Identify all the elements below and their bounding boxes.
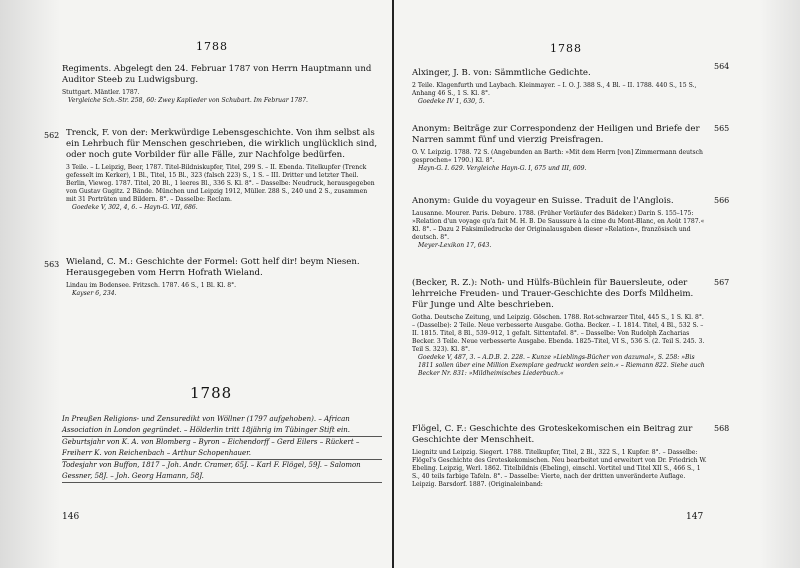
entry-number: 562 bbox=[44, 131, 60, 140]
entry-body: Lindau im Bodensee. Fritzsch. 1787. 46 S., 1 Bl. Kl. 8°. bbox=[66, 282, 237, 289]
left-page bbox=[0, 0, 392, 568]
entry-heading: Flögel, C. F.: Geschichte des Groteskekomischen ein Beitrag zur Geschichte der Menschheit. bbox=[412, 424, 693, 445]
entry-heading: Alxinger, J. B. von: Sämmtliche Gedichte. bbox=[412, 68, 591, 78]
year-heading: 1788 bbox=[190, 384, 233, 402]
entry-566 bbox=[412, 196, 708, 250]
events-deaths: Todesjahr von Buffon, 1817 – Joh. Andr. Cramer, 65J. – Karl F. Flögel, 59J. – Salomon Gessner, 58J. – Joh. Georg Hamann, 58J. bbox=[62, 460, 382, 483]
continuation-entry bbox=[62, 64, 374, 105]
entry-body: Stuttgart. Mäntler. 1787. bbox=[62, 89, 140, 96]
year-events bbox=[62, 414, 382, 483]
entry-heading: Trenck, F. von der: Merkwürdige Lebensgeschichte. Von ihm selbst als ein Lehrbuch für Menschen geschrieben, die wirklich unglücklich sind, oder noch gute Vorbilder für alle Fälle, zur Nachfolge bedürfen. bbox=[66, 128, 378, 160]
entry-number: 568 bbox=[714, 424, 730, 433]
entry-reference: Goedeke IV 1, 630, 5. bbox=[418, 98, 485, 106]
entry-heading: Anonym: Beiträge zur Correspondenz der Heiligen und Briefe der Narren sammt fünf und vierzig Preisfragen. bbox=[412, 124, 700, 145]
entry-body: O. V. Leipzig. 1788. 72 S. (Angebunden an Barth: »Mit dem Herrn [von] Zimmermann deutsch gesprochen« 1790.) Kl. 8°. bbox=[412, 149, 703, 165]
entry-heading: Regiments. Abgelegt den 24. Februar 1787 von Herrn Hauptmann und Auditor Steeb zu Ludwigsburg. bbox=[62, 64, 372, 85]
entry-reference: Kayser 6, 234. bbox=[72, 290, 117, 298]
entry-567 bbox=[412, 278, 708, 378]
entry-reference: Meyer-Lexikon 17, 643. bbox=[418, 242, 492, 250]
entry-number: 564 bbox=[714, 62, 730, 71]
entry-body: 3 Teile. – L Leipzig, Beer, 1787. Titel-Bildniskupfer, Titel, 299 S. – II. Ebenda. Titelkupfer (Trenck gefesselt im Kerker), 1 Bl., Titel, 15 Bl., 323 (falsch 223) S., 1 S. – III. Dritter und letzter Theil. Berlin, Vieweg. 1787. Titel, 20 Bl., 1 leeres Bl., 336 S. Kl. 8°. – Dasselbe: Neudruck, herausgegeben von Gustav Gugitz. 2 Bände. München und Leipzig 1912, Müller. 288 S., 240 und 2 S., zusammen mit 31 Porträten und Bildern. 8°. – Dasselbe: Reclam. bbox=[66, 164, 375, 204]
entry-body: Lausanne. Mourer. Paris. Debure. 1788. (Früher Vorläufer des Bädeker.) Darin S. 155–175: »Relation d'un voyage qu'a fait M. H. B. De Saussure à la cime du Mont-Blanc, en Août 1787.« Kl. 8°. – Dazu 2 Faksimiledrucke der Originalausgaben dieser »Relation«, französisch und deutsch. 8°. bbox=[412, 210, 705, 242]
entry-564 bbox=[412, 68, 708, 106]
entry-565 bbox=[412, 124, 708, 173]
right-page bbox=[394, 0, 800, 568]
entry-reference: Goedeke V, 302, 4, 6. – Hayn-G. VII, 686. bbox=[72, 204, 198, 212]
entry-heading: (Becker, R. Z.): Noth- und Hülfs-Büchlein für Bauersleute, oder lehrreiche Freuden- und Trauer-Geschichte des Dorfs Mildheim. Für Junge und Alte beschrieben. bbox=[412, 278, 694, 310]
scan-shadow bbox=[760, 0, 800, 568]
events-history: In Preußen Religions- und Zensuredikt von Wöllner (1797 aufgehoben). – African Association in London gegründet. – Hölderlin tritt 18jährig im Tübinger Stift ein. bbox=[62, 414, 382, 437]
running-head-right: 1788 bbox=[550, 42, 582, 55]
entry-body: Liegnitz und Leipzig. Siegert. 1788. Titelkupfer, Titel, 2 Bl., 322 S., 1 Kupfer. 8°. – Dasselbe: Flögel's Geschichte des Groteskekomischen. Neu bearbeitet und erweitert von Dr. Friedrich W. Ebeling. Leipzig, Werl. 1862. Titelbildnis (Ebeling), einschl. Vortitel und Titel XII S., 466 S., 1 S., 40 teils farbige Tafeln. 8°. – Dasselbe: Vierte, nach der dritten unveränderte Auflage. Leipzig. Barsdorf. 1887. (Originaleinband: bbox=[412, 449, 707, 489]
entry-body: 2 Teile. Klagenfurth und Laybach. Kleinmayer. – I. O. J. 388 S., 4 Bl. – II. 1788. 440 S., 15 S., Anhang 46 S., 1 S. Kl. 8°. bbox=[412, 82, 697, 98]
entry-562 bbox=[66, 128, 378, 212]
entry-number: 563 bbox=[44, 260, 60, 269]
entry-number: 566 bbox=[714, 196, 730, 205]
entry-reference: Hayn-G. I. 629. Vergleiche Hayn-G. I, 675 und III, 609. bbox=[418, 165, 587, 173]
entry-568 bbox=[412, 424, 708, 489]
page-number-right: 147 bbox=[686, 512, 704, 522]
entry-reference: Goedeke V, 487, 3. – A.D.B. 2. 228. – Kunze »Lieblings-Bücher von dazumal«, S. 258: »Bis 1811 sollen über eine Million Exemplare gedruckt worden sein.« – Riemann 822. Siehe auch Becker Nr. 831: »Mildheimisches Liederbuch.« bbox=[418, 354, 705, 378]
entry-heading: Anonym: Guide du voyageur en Suisse. Traduit de l'Anglois. bbox=[412, 196, 674, 206]
entry-number: 565 bbox=[714, 124, 730, 133]
entry-heading: Wieland, C. M.: Geschichte der Formel: Gott helf dir! beym Niesen. Herausgegeben vom Herrn Hofrath Wieland. bbox=[66, 257, 360, 278]
running-head-left: 1788 bbox=[196, 40, 228, 53]
entry-563 bbox=[66, 257, 378, 298]
entry-number: 567 bbox=[714, 278, 730, 287]
entry-reference: Vergleiche Sch.-Str. 258, 60: Zwey Kaplieder von Schubart. Im Februar 1787. bbox=[68, 97, 308, 105]
scan-shadow bbox=[0, 0, 60, 568]
events-births: Geburtsjahr von K. A. von Blomberg – Byron – Eichendorff – Gerd Eilers – Rückert – Freiherr K. von Reichenbach – Arthur Schopenhauer. bbox=[62, 437, 382, 460]
page-number-left: 146 bbox=[62, 512, 80, 522]
entry-body: Gotha. Deutsche Zeitung, und Leipzig. Göschen. 1788. Rot-schwarzer Titel, 445 S., 1 S. Kl. 8°. – (Dasselbe): 2 Teile. Neue verbesserte Ausgabe. Gotha. Becker. – I. 1814. Titel, 4 Bl., 532 S. – II. 1815. Titel, 8 Bl., 539–912, 1 gefalt. Sittentafel. 8°. – Dasselbe: Von Rudolph Zacharias Becker. 3 Teile. Neue verbesserte Ausgabe. Ebenda. 1825–Titel, VI S., 536 S. (2. Teil S. 245. 3. Teil S. 323). Kl. 8°. bbox=[412, 314, 705, 354]
